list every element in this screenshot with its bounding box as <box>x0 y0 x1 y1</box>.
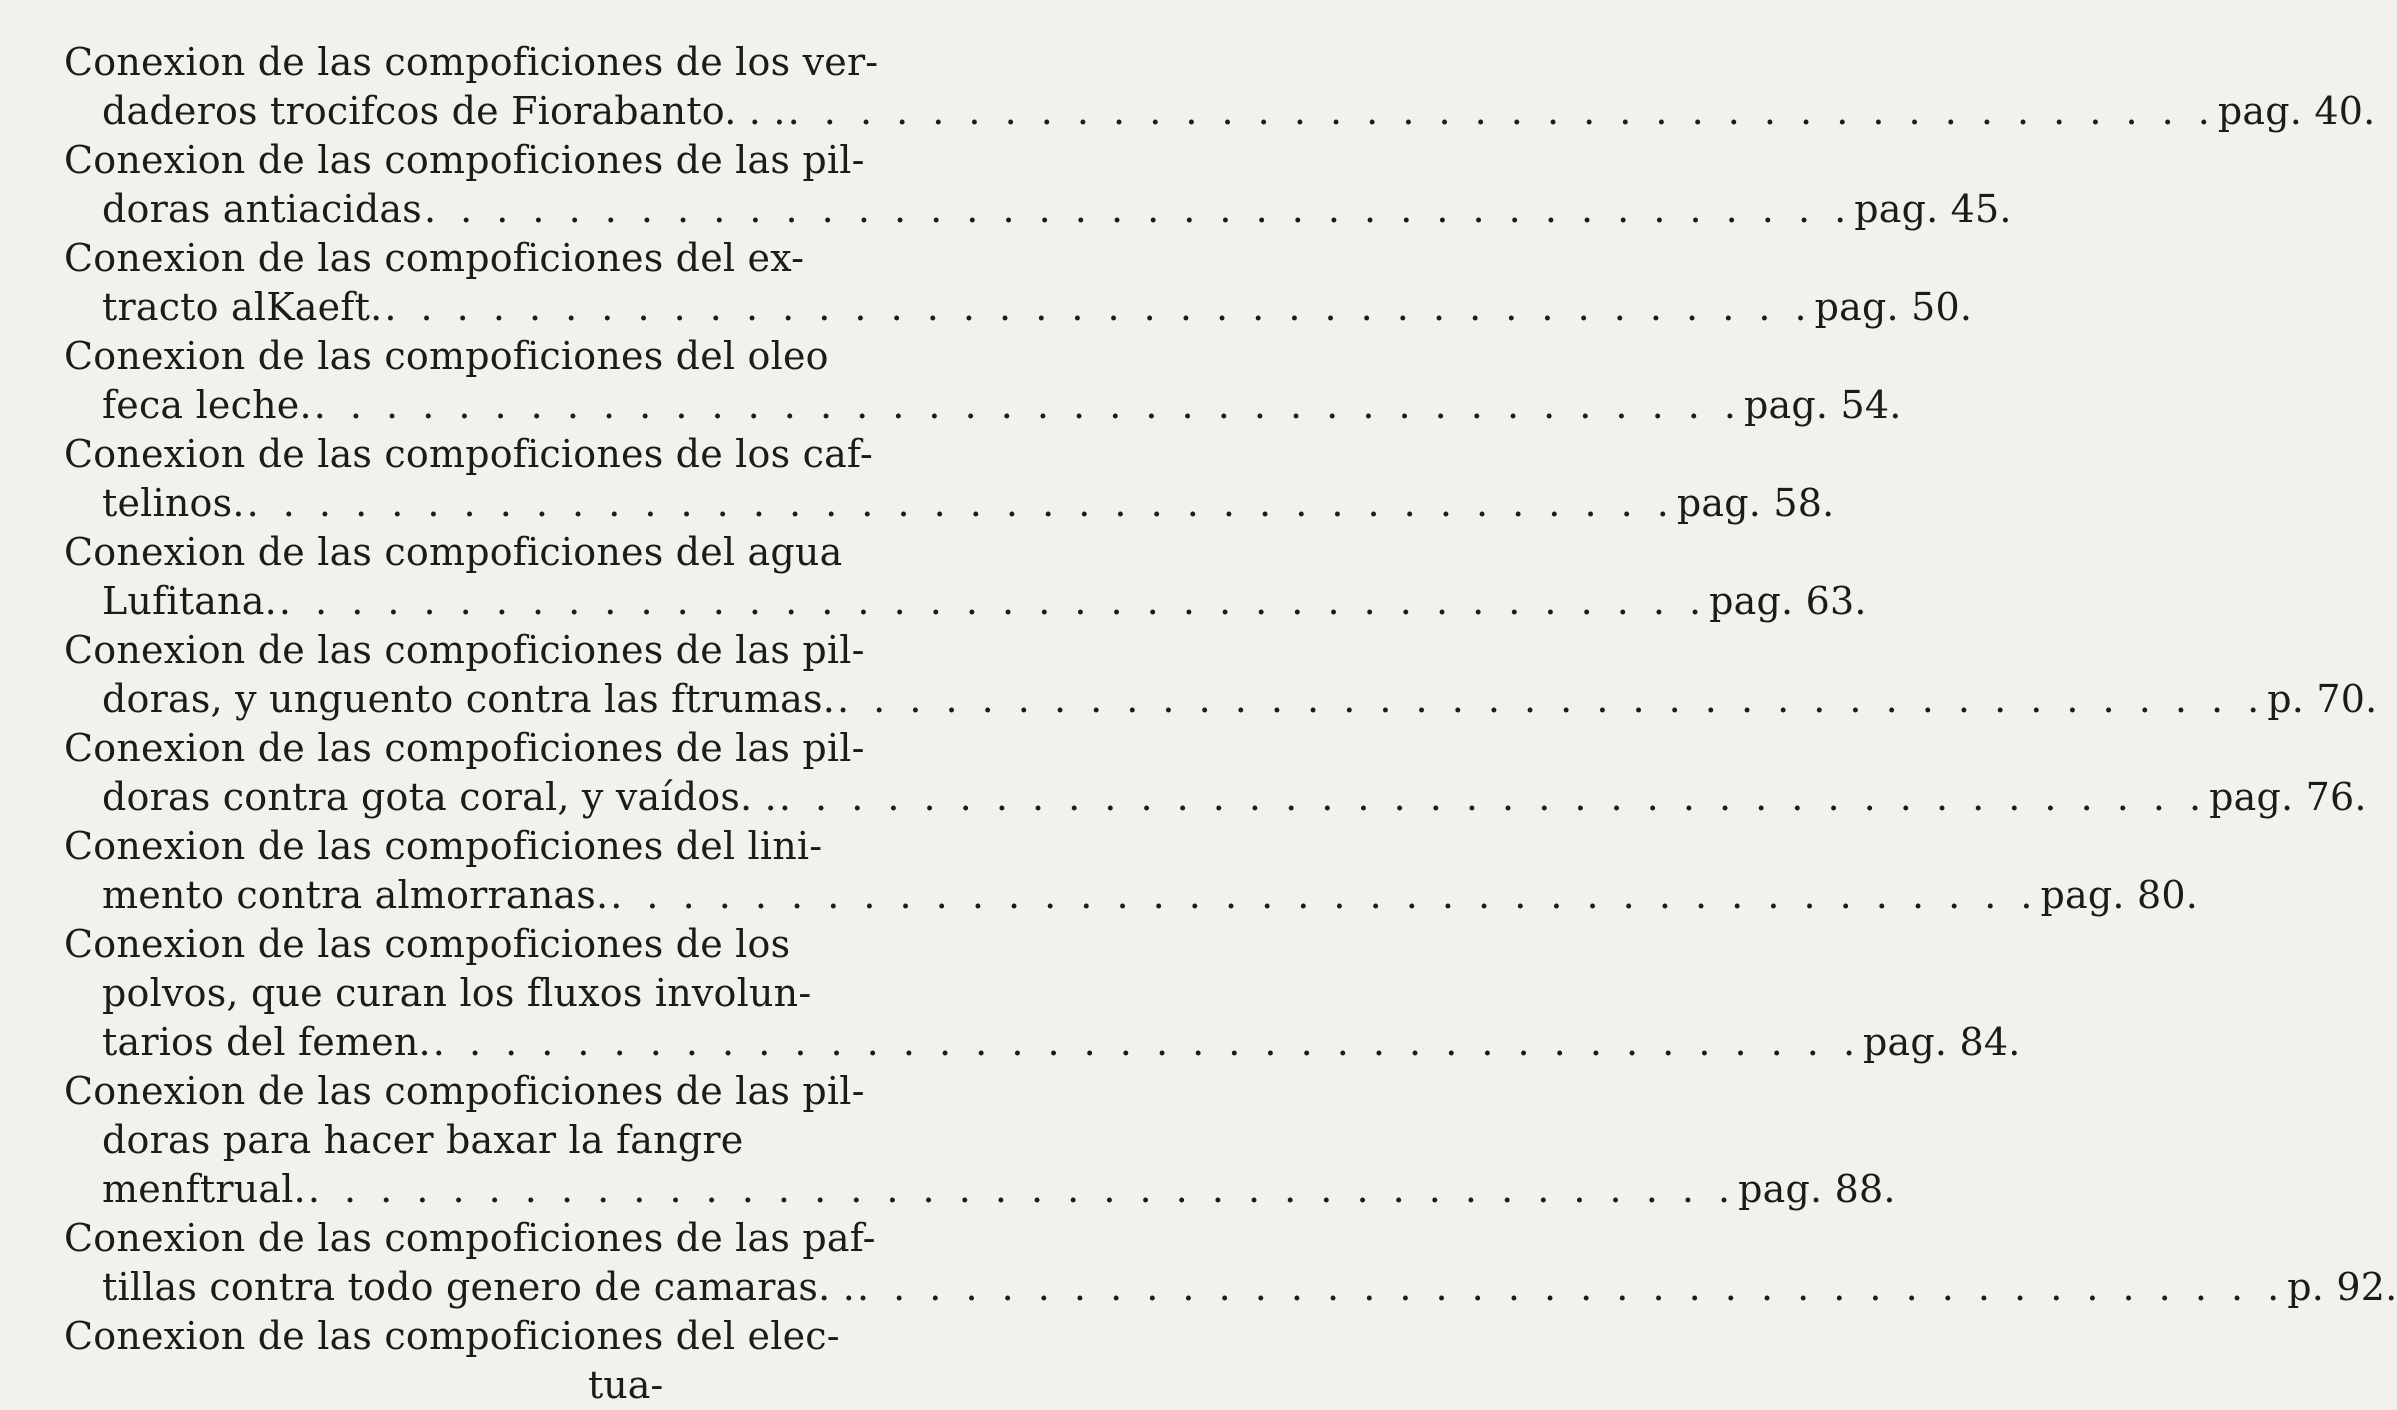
index-entry <box>64 822 2198 920</box>
dot-leader <box>835 675 2267 724</box>
entry-tail-text: doras contra gota coral, y vaídos. . <box>102 775 777 819</box>
entry-heading-line: Conexion de las compoficiones de las pil- <box>64 628 865 672</box>
dot-leader <box>777 773 2209 822</box>
entry-heading-line: Conexion de las compoficiones de los <box>64 922 791 966</box>
entry-leader-line <box>64 577 1867 626</box>
entry-heading-line: Conexion de las compoficiones de los caf- <box>64 432 873 476</box>
index-entry <box>64 1067 1896 1214</box>
entry-heading-line: Conexion de las compoficiones del elec- <box>64 1314 840 1358</box>
index-entry <box>64 1312 840 1361</box>
entry-tail-text: Lufitana. <box>102 579 277 623</box>
entry-heading-line: Conexion de las compoficiones de los ver- <box>64 40 879 84</box>
entry-tail-text: tarios del femen. <box>102 1020 431 1064</box>
entry-tail-text: daderos trocifcos de Fiorabanto. . . <box>102 89 786 133</box>
index-entry <box>64 724 2367 822</box>
entry-leader-line <box>64 87 2376 136</box>
page-reference: p. 92. <box>2287 1265 2397 1309</box>
page-reference: pag. 50. <box>1814 285 1973 329</box>
entry-heading-line: Conexion de las compoficiones del lini- <box>64 824 823 868</box>
entry-heading-line: Conexion de las compoficiones de las pil- <box>64 726 865 770</box>
index-entry <box>64 332 1902 430</box>
dot-leader <box>382 283 1814 332</box>
entry-heading-line: Conexion de las compoficiones de las pil- <box>64 1069 865 1113</box>
entry-leader-line <box>64 1018 2021 1067</box>
index-entry <box>64 38 2376 136</box>
dot-leader <box>786 87 2218 136</box>
page-reference: pag. 88. <box>1738 1167 1896 1211</box>
index-entry <box>64 626 2378 724</box>
page-reference: pag. 45. <box>1854 187 2012 231</box>
dot-leader <box>422 185 1854 234</box>
entry-tail-text: doras antiacidas <box>102 187 422 231</box>
entry-tail-text: doras, y unguento contra las ftrumas. <box>102 677 835 721</box>
entry-tail-text: telinos. <box>102 481 245 525</box>
index-entry <box>64 528 1867 626</box>
page-reference: p. 70. <box>2267 677 2378 721</box>
entry-leader-line <box>64 1165 1896 1214</box>
entry-leader-line <box>64 479 1835 528</box>
entry-leader-line <box>64 1263 2397 1312</box>
page-reference: pag. 84. <box>1863 1020 2021 1064</box>
entry-heading-line: Conexion de las compoficiones de las pil- <box>64 138 865 182</box>
entry-continuation-line: doras para hacer baxar la fangre <box>102 1118 744 1162</box>
entry-leader-line <box>64 185 2012 234</box>
page-reference: pag. 58. <box>1676 481 1835 525</box>
entry-heading-line: Conexion de las compoficiones de las paf- <box>64 1216 876 1260</box>
page-reference: pag. 76. <box>2209 775 2367 819</box>
entry-heading-line: Conexion de las compoficiones del agua <box>64 530 843 574</box>
entry-heading-line: Conexion de las compoficiones del ex- <box>64 236 805 280</box>
dot-leader <box>306 1165 1738 1214</box>
entry-leader-line <box>64 871 2198 920</box>
index-entry <box>64 136 2012 234</box>
page-reference: pag. 54. <box>1743 383 1902 427</box>
dot-leader <box>245 479 1677 528</box>
dot-leader <box>312 381 1744 430</box>
dot-leader <box>277 577 1709 626</box>
index-entry <box>64 430 1835 528</box>
page-reference: pag. 80. <box>2040 873 2198 917</box>
entry-tail-text: feca leche. <box>102 383 312 427</box>
entry-leader-line <box>64 283 1973 332</box>
page-reference: pag. 63. <box>1709 579 1867 623</box>
dot-leader <box>608 871 2040 920</box>
entry-tail-text: tracto alKaeft. <box>102 285 383 329</box>
entry-tail-text: tillas contra todo genero de camaras. . <box>102 1265 855 1309</box>
dot-leader <box>855 1263 2287 1312</box>
index-entry <box>64 234 1973 332</box>
entry-leader-line <box>64 773 2367 822</box>
entry-heading-line: Conexion de las compoficiones del oleo <box>64 334 829 378</box>
dot-leader <box>431 1018 1863 1067</box>
index-entry <box>64 1214 2397 1312</box>
page-reference: pag. 40. <box>2217 89 2376 133</box>
entry-tail-text: mento contra almorranas. <box>102 873 609 917</box>
entry-continuation-line: polvos, que curan los fluxos involun- <box>102 971 812 1015</box>
entry-tail-text: menftrual. <box>102 1167 306 1211</box>
entry-leader-line <box>64 675 2378 724</box>
index-entry <box>64 920 2021 1067</box>
catchword: tua- <box>588 1363 664 1407</box>
entry-leader-line <box>64 381 1902 430</box>
